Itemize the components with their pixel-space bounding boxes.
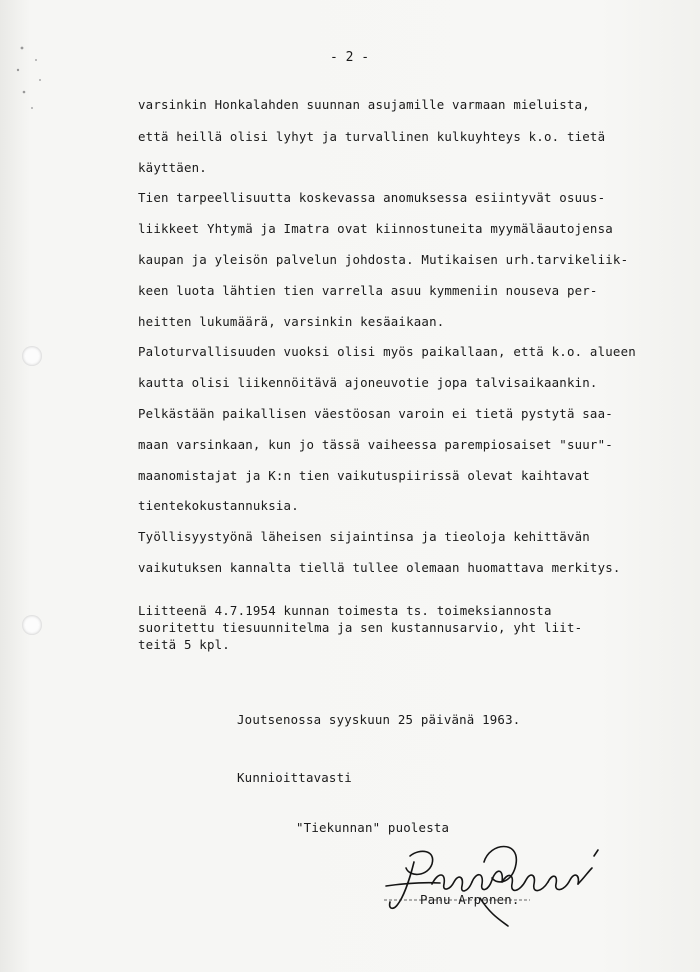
punch-hole-top (22, 346, 42, 366)
text-line: kautta olisi liikennöitävä ajoneuvotie jopa talvisaikaankin. (138, 375, 598, 390)
text-line: maan varsinkaan, kun jo tässä vaiheessa parempiosaiset "suur"- (138, 437, 613, 452)
text-line: käyttäen. (138, 160, 207, 175)
text-line: varsinkin Honkalahden suunnan asujamille varmaan mieluista, (138, 97, 590, 112)
place-date: Joutsenossa syyskuun 25 päivänä 1963. (237, 712, 521, 727)
attachment-line: teitä 5 kpl. (138, 637, 230, 652)
text-line: vaikutuksen kannalta tiellä tullee olemaan huomattava merkitys. (138, 560, 621, 575)
text-line: liikkeet Yhtymä ja Imatra ovat kiinnostuneita myymäläautojensa (138, 221, 613, 236)
text-line: kaupan ja yleisön palvelun johdosta. Mutikaisen urh.tarvikeliik- (138, 252, 629, 267)
attachment-line: Liitteenä 4.7.1954 kunnan toimesta ts. toimeksiannosta (138, 603, 552, 618)
text-line: Työllisyystyönä läheisen sijaintinsa ja tieoloja kehittävän (138, 529, 590, 544)
margin-specks (10, 40, 50, 120)
text-line: tientekokustannuksia. (138, 498, 299, 513)
text-line: Pelkästään paikallisen väestöosan varoin ei tietä pystytä saa- (138, 406, 613, 421)
closing-phrase: Kunnioittavasti (237, 770, 352, 785)
punch-hole-bottom (22, 615, 42, 635)
text-line: maanomistajat ja K:n tien vaikutuspiirissä olevat kaihtavat (138, 468, 590, 483)
text-line: Paloturvallisuuden vuoksi olisi myös paikallaan, että k.o. alueen (138, 344, 636, 359)
text-line: keen luota lähtien tien varrella asuu kymmeniin nouseva per- (138, 283, 598, 298)
signer-name: Panu Arponen. (420, 892, 520, 907)
on-behalf-line: "Tiekunnan" puolesta (296, 820, 450, 835)
text-line: Tien tarpeellisuutta koskevassa anomuksessa esiintyvät osuus- (138, 190, 606, 205)
text-line: että heillä olisi lyhyt ja turvallinen kulkuyhteys k.o. tietä (138, 129, 606, 144)
text-line: heitten lukumäärä, varsinkin kesäaikaan. (138, 314, 445, 329)
page-number: - 2 - (330, 50, 370, 65)
attachment-line: suoritettu tiesuunnitelma ja sen kustannusarvio, yht liit- (138, 620, 583, 635)
handwritten-signature (380, 838, 610, 928)
